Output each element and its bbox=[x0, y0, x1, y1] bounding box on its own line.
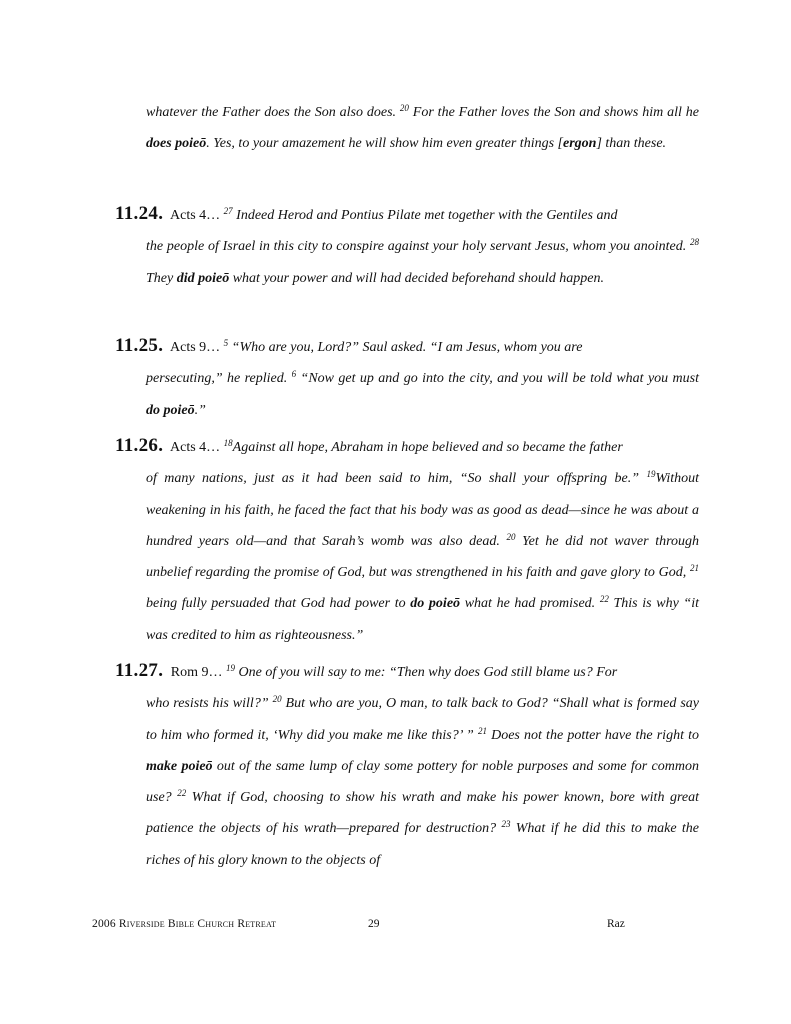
entry-number: 11.25. bbox=[115, 335, 164, 356]
intro-text: For the Father loves the Son and shows him all he bbox=[408, 105, 699, 120]
entry-11-27 bbox=[115, 655, 699, 876]
entry-text: what he had promised. bbox=[460, 596, 596, 612]
scripture-reference: Rom 9… bbox=[170, 665, 223, 680]
entry-lead-line bbox=[115, 430, 699, 463]
verse-number: 21 bbox=[477, 725, 487, 736]
footer-title: 2006 Riverside Bible Church Retreat bbox=[92, 918, 277, 930]
entry-text: persecuting,” he replied. bbox=[146, 371, 288, 387]
verse-number: 20 bbox=[272, 694, 282, 705]
verse-number: 18 bbox=[223, 438, 233, 448]
entry-text: They bbox=[146, 270, 177, 286]
verse-number: 20 bbox=[399, 103, 409, 113]
entry-number: 11.26. bbox=[115, 435, 164, 456]
scripture-reference: Acts 4… bbox=[170, 208, 221, 223]
scripture-reference: Acts 9… bbox=[170, 340, 221, 355]
entry-text: One of you will say to me: “Then why does God still blame us? For bbox=[235, 665, 618, 680]
bold-term: did poieō bbox=[176, 270, 230, 286]
bold-term: do poieō bbox=[146, 402, 195, 418]
entry-text: of many nations, just as it had been said to him, “So shall your offspring be.” bbox=[146, 471, 640, 487]
entry-number: 11.24. bbox=[115, 203, 164, 224]
bold-term: ergon bbox=[563, 136, 597, 152]
page-number: 29 bbox=[368, 918, 380, 930]
entry-text: what your power and will had decided beforehand should happen. bbox=[229, 270, 604, 286]
entry-text: What if he did this to make the riches of his glory known to the objects of bbox=[146, 821, 699, 868]
entry-lead-line bbox=[115, 655, 699, 688]
entry-text: Indeed Herod and Pontius Pilate met together with the Gentiles and bbox=[232, 208, 618, 223]
entry-text: “Who are you, Lord?” Saul asked. “I am Jesus, whom you are bbox=[228, 340, 583, 355]
bold-term: does poieō bbox=[146, 136, 207, 152]
entry-text: But who are you, O man, to talk back to God? “Shall what is formed say to him who formed it, ‘Why did you make me like this?’ ” bbox=[146, 696, 700, 743]
verse-number: 19 bbox=[226, 663, 235, 673]
entry-text: What if God, choosing to show his wrath and make his power known, bore with great patience the objects of his wrath—prepared for destruction? bbox=[146, 790, 700, 837]
entry-number: 11.27. bbox=[115, 660, 164, 681]
entry-text: This is why “it was credited to him as righteousness.” bbox=[146, 596, 699, 643]
intro-text: ] than these. bbox=[596, 136, 667, 152]
entry-body bbox=[146, 363, 699, 426]
entry-text: out of the same lump of clay some pottery for noble purposes and some for common use? bbox=[146, 758, 699, 806]
scripture-reference: Acts 4… bbox=[170, 440, 221, 455]
verse-number: 19 bbox=[646, 469, 656, 480]
verse-number: 5 bbox=[223, 338, 229, 348]
entry-body bbox=[146, 231, 699, 294]
verse-number: 20 bbox=[506, 531, 516, 542]
entry-text: Yet he did not waver through unbelief regarding the promise of God, but was strengthened in his faith and gave glory to God, bbox=[146, 533, 700, 581]
verse-number: 6 bbox=[291, 369, 297, 380]
entry-text: Does not the potter have the right to bbox=[486, 727, 699, 743]
entry-text: who resists his will?” bbox=[146, 696, 269, 712]
verse-number: 22 bbox=[177, 788, 187, 799]
entry-body bbox=[146, 463, 699, 651]
entry-text: Without weakening in his faith, he faced the fact that his body was as good as dead—since he was about a hundred years old—and that Sarah’s womb was also dead. bbox=[146, 471, 700, 549]
entry-11-26 bbox=[115, 430, 699, 651]
verse-number: 21 bbox=[690, 563, 699, 574]
bold-term: do poieō bbox=[410, 596, 461, 612]
intro-text: . Yes, to your amazement he will show him even greater things [ bbox=[206, 136, 563, 152]
verse-number: 23 bbox=[501, 819, 511, 830]
verse-number: 28 bbox=[690, 237, 699, 248]
entry-11-25 bbox=[115, 330, 699, 426]
entry-text: “Now get up and go into the city, and you will be told what you must bbox=[296, 371, 699, 387]
entry-11-24 bbox=[115, 198, 699, 294]
footer-author: Raz bbox=[607, 918, 625, 930]
verse-number: 27 bbox=[223, 206, 233, 216]
intro-text: whatever the Father does the Son also does. bbox=[146, 105, 397, 120]
verse-number: 22 bbox=[599, 594, 609, 605]
intro-paragraph bbox=[146, 97, 699, 160]
entry-text: being fully persuaded that God had power to bbox=[146, 596, 411, 612]
entry-text: the people of Israel in this city to conspire against your holy servant Jesus, whom you anointed. bbox=[146, 239, 687, 255]
entry-lead-line bbox=[115, 198, 699, 231]
bold-term: make poieō bbox=[146, 758, 213, 774]
entry-body bbox=[146, 688, 699, 876]
entry-text: .” bbox=[194, 402, 206, 418]
entry-lead-line bbox=[115, 330, 699, 363]
entry-text: Against all hope, Abraham in hope believed and so became the father bbox=[232, 440, 623, 455]
